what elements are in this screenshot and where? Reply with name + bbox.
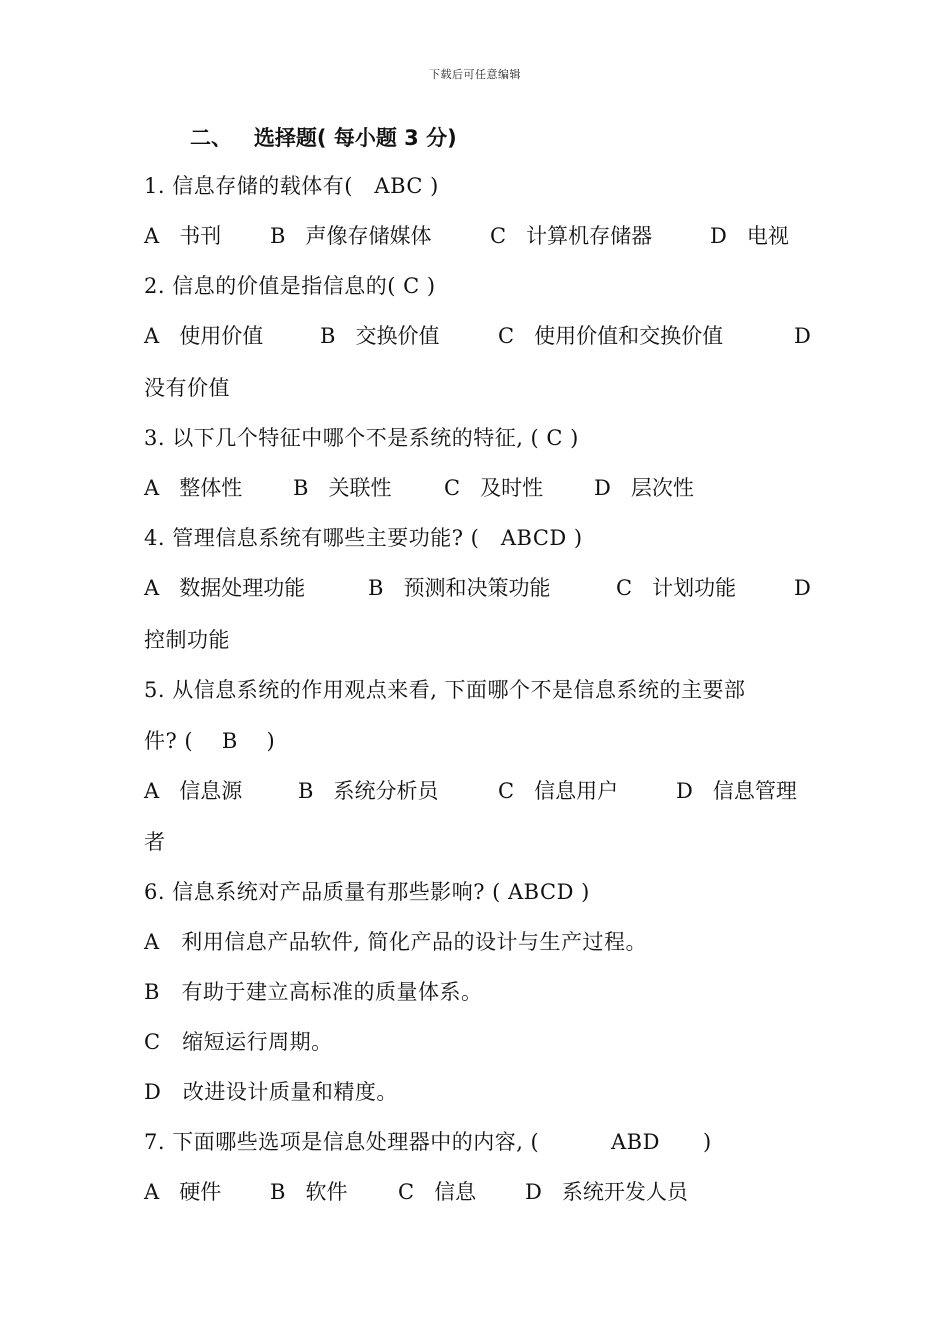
question-1-option-b: B 声像存储媒体 bbox=[270, 224, 432, 248]
question-4-option-d: D bbox=[794, 576, 811, 600]
question-1-option-a: A 书刊 bbox=[144, 224, 222, 248]
question-7-option-c: C 信息 bbox=[398, 1180, 477, 1204]
question-4-stem: 4. 管理信息系统有哪些主要功能? ( ABCD ) bbox=[144, 526, 583, 550]
header-note: 下载后可任意编辑 bbox=[429, 68, 521, 81]
question-4-continuation: 控制功能 bbox=[144, 628, 230, 652]
question-6-option-b: B 有助于建立高标准的质量体系。 bbox=[144, 980, 483, 1004]
question-3-option-a: A 整体性 bbox=[144, 476, 243, 500]
question-5-option-d: D 信息管理 bbox=[676, 779, 797, 803]
question-6-option-d: D 改进设计质量和精度。 bbox=[144, 1080, 398, 1104]
question-5-stem: 5. 从信息系统的作用观点来看, 下面哪个不是信息系统的主要部 bbox=[144, 678, 746, 702]
question-7-option-a: A 硬件 bbox=[144, 1180, 222, 1204]
question-4-option-a: A 数据处理功能 bbox=[144, 576, 306, 600]
question-3-stem: 3. 以下几个特征中哪个不是系统的特征, ( C ) bbox=[144, 426, 579, 450]
question-7-option-d: D 系统开发人员 bbox=[525, 1180, 688, 1204]
question-2-continuation: 没有价值 bbox=[144, 376, 230, 400]
question-2-option-c: C 使用价值和交换价值 bbox=[498, 324, 724, 348]
section-title: 二、 选择题( 每小题 3 分) bbox=[190, 126, 457, 150]
question-5-stem-continuation: 件? ( B ) bbox=[144, 729, 276, 753]
question-5-option-c: C 信息用户 bbox=[498, 779, 619, 803]
question-6-stem: 6. 信息系统对产品质量有那些影响? ( ABCD ) bbox=[144, 880, 590, 904]
question-5-continuation: 者 bbox=[144, 830, 166, 854]
question-2-option-a: A 使用价值 bbox=[144, 324, 264, 348]
question-3-option-d: D 层次性 bbox=[594, 476, 694, 500]
question-7-option-b: B 软件 bbox=[270, 1180, 348, 1204]
question-4-option-b: B 预测和决策功能 bbox=[368, 576, 551, 600]
question-2-option-b: B 交换价值 bbox=[320, 324, 440, 348]
question-5-option-b: B 系统分析员 bbox=[298, 779, 439, 803]
question-5-option-a: A 信息源 bbox=[144, 779, 243, 803]
question-2-option-d: D bbox=[794, 324, 811, 348]
question-2-stem: 2. 信息的价值是指信息的( C ) bbox=[144, 274, 436, 298]
question-4-option-c: C 计划功能 bbox=[616, 576, 737, 600]
question-1-option-c: C 计算机存储器 bbox=[490, 224, 653, 248]
question-6-option-a: A 利用信息产品软件, 简化产品的设计与生产过程。 bbox=[144, 930, 648, 954]
question-7-stem: 7. 下面哪些选项是信息处理器中的内容, ( ABD ) bbox=[144, 1130, 712, 1154]
question-1-stem: 1. 信息存储的载体有( ABC ) bbox=[144, 174, 439, 198]
question-3-option-b: B 关联性 bbox=[293, 476, 392, 500]
question-6-option-c: C 缩短运行周期。 bbox=[144, 1030, 333, 1054]
question-3-option-c: C 及时性 bbox=[444, 476, 544, 500]
question-1-option-d: D 电视 bbox=[710, 224, 789, 248]
